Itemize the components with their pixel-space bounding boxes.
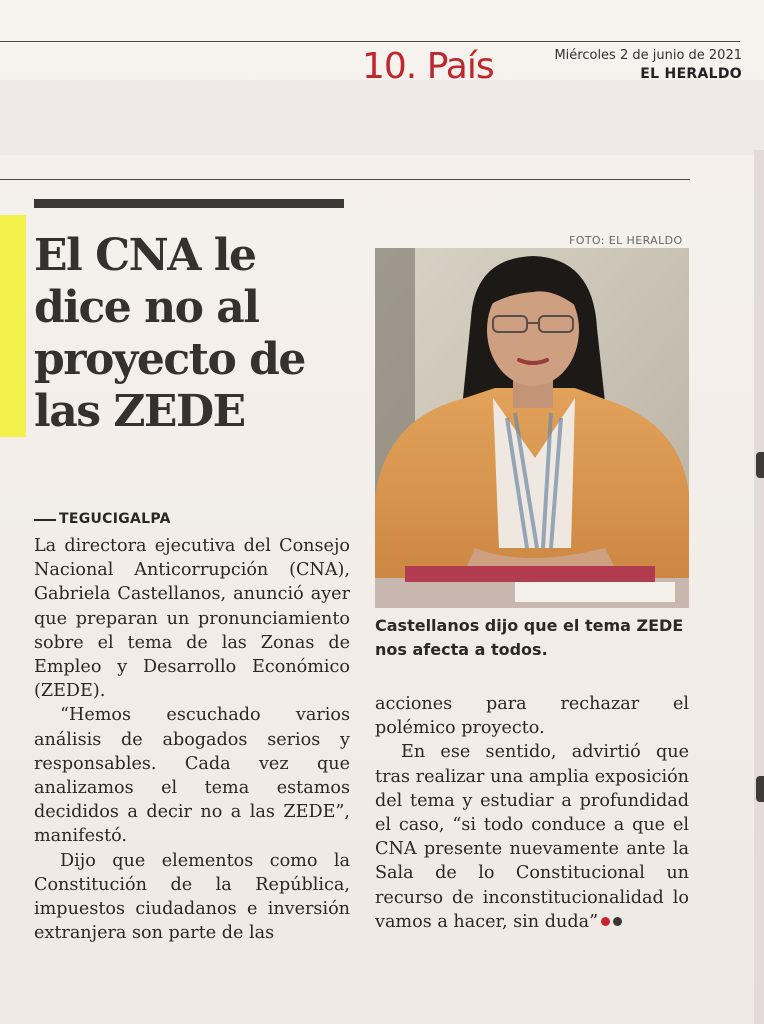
dateline: TEGUCIGALPA (34, 511, 171, 527)
portrait-photo (375, 248, 689, 608)
end-mark-red-dot (601, 917, 610, 926)
binding-hole-top (756, 452, 764, 478)
body-paragraph-closing (375, 740, 689, 934)
issue-date: Miércoles 2 de junio de 2021 (554, 48, 742, 63)
closing-text: En ese sentido, advirtió que tras realizar una amplia exposición del tema y estudiar a profundidad el caso, “si todo conduce a que el CNA presente nuevamente ante la Sala de lo Constitucional un recurso de inconstitucionalidad lo vamos a hacer, sin duda” (375, 742, 689, 932)
previous-page-bleed (0, 80, 764, 155)
end-mark-dark-dot (613, 917, 622, 926)
binding-hole-bottom (756, 776, 764, 802)
page-edge (754, 150, 764, 1024)
body-column-1 (34, 534, 350, 945)
body-paragraph: Dijo que elementos como la Constitución de la República, impuestos ciudadanos e inversión extranjera son parte de las (34, 850, 350, 944)
highlighter-mark (0, 215, 26, 437)
headline: El CNA le dice no al proyecto de las ZEDE (34, 230, 305, 437)
body-paragraph: “Hemos escuchado varios análisis de abogados serios y responsables. Cada vez que analizamos el tema estamos decididos a decir no a las ZEDE”, manifestó. (34, 705, 350, 847)
body-paragraph: La directora ejecutiva del Consejo Nacional Anticorrupción (CNA), Gabriela Castellanos, anunció ayer que preparan un pronunciamiento sobre el tema de las Zonas de Empleo y Desarrollo Económico (ZEDE). (34, 536, 350, 702)
body-paragraph: acciones para rechazar el polémico proyecto. (375, 694, 689, 739)
section-page-label: 10. País (362, 46, 494, 87)
header-top-rule (0, 41, 740, 42)
body-column-2 (375, 692, 689, 934)
newspaper-name: EL HERALDO (640, 66, 742, 82)
headline-bar (34, 199, 344, 208)
photo-caption: Castellanos dijo que el tema ZEDE nos afecta a todos. (375, 616, 684, 659)
article-top-rule (0, 179, 690, 180)
photo-credit: FOTO: EL HERALDO (569, 234, 683, 247)
